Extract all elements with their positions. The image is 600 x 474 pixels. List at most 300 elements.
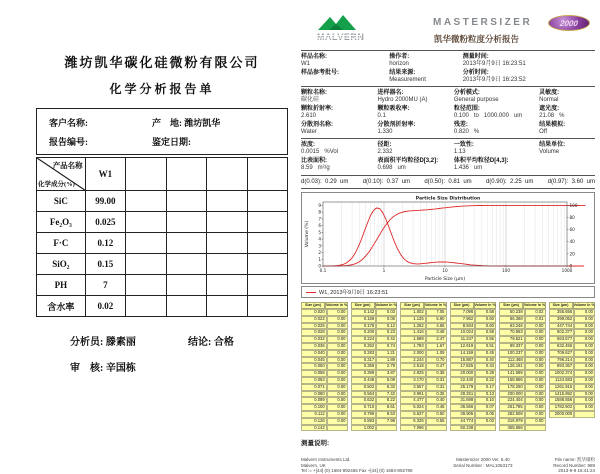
size-cell: 0.089 (301, 397, 327, 404)
volume-header-cell: Volume In % (474, 303, 496, 307)
footer-line: Record Number: 989 (553, 462, 595, 468)
svg-text:1: 1 (382, 268, 386, 273)
volume-cell: 0.00 (574, 391, 595, 398)
empty-cell (166, 254, 206, 275)
corner-cell (37, 158, 86, 191)
size-cell: 0.020 (301, 309, 327, 316)
size-table-column (301, 302, 348, 431)
volume-cell: 0.58 (475, 329, 496, 336)
size-table-row (400, 397, 447, 404)
volume-cell: 0.00 (574, 350, 595, 357)
size-table-row (549, 411, 596, 418)
param-label: 灵敏度: (539, 90, 560, 96)
size-table-row (400, 323, 447, 330)
size-cell: 14.159 (450, 350, 476, 357)
component-cell: 含水率 (37, 296, 86, 317)
size-header-cell: Size (µm) (549, 302, 573, 309)
param-label: 颗粒折射率: (301, 106, 333, 112)
volume-cell: 0.00 (327, 377, 348, 384)
empty-cell (126, 254, 166, 275)
value-cell: 0.12 (85, 233, 125, 254)
volume-cell: 6.32 (376, 384, 397, 391)
volume-header-cell: Volume In % (326, 303, 348, 307)
size-table-row (351, 411, 398, 418)
reviewer: 审 核: 辛国栋 (70, 363, 136, 374)
size-table-row (351, 343, 398, 350)
volume-cell (327, 425, 348, 432)
size-cell: 0.178 (351, 323, 377, 330)
info-label: 分析时间: (462, 70, 489, 76)
size-cell: 2.244 (400, 357, 426, 364)
svg-text:9: 9 (318, 202, 321, 208)
stat-label: 表面积平均粒径D[3,2]: (377, 158, 439, 164)
info-row (49, 116, 283, 129)
size-cell: 0.142 (301, 425, 327, 432)
volume-cell: 0.31 (426, 384, 447, 391)
volume-cell: 1.89 (376, 357, 397, 364)
size-table-row (549, 316, 596, 323)
volume-cell: 0.51 (475, 343, 496, 350)
svg-text:100: 100 (569, 202, 578, 208)
signoff-line (70, 359, 288, 374)
size-table-row (549, 350, 596, 357)
size-table-row (549, 329, 596, 336)
stat-label: 结果单位: (539, 142, 566, 148)
param-value: 2.610 (301, 113, 317, 119)
info-label: 结果来源: (389, 70, 416, 76)
percentile-value: 0.37 um (386, 179, 411, 185)
empty-cell (247, 254, 288, 275)
size-table-row (400, 384, 447, 391)
size-table-row (301, 309, 348, 316)
size-cell: 11.247 (450, 336, 476, 343)
size-table-row (549, 370, 596, 377)
volume-cell: 0.00 (525, 391, 546, 398)
svg-text:80: 80 (569, 214, 575, 220)
info-row (301, 69, 595, 85)
info-label: 样品名称: (301, 54, 327, 60)
comp-row (37, 254, 288, 275)
size-cell: 0.399 (351, 370, 377, 377)
volume-cell: 0.55 (426, 418, 447, 425)
size-cell: 112.468 (499, 357, 525, 364)
size-table-row (499, 323, 546, 330)
volume-cell: 0.03 (376, 309, 397, 316)
size-cell: 0.159 (351, 316, 377, 323)
svg-text:100: 100 (502, 268, 510, 273)
size-cell: 141.589 (499, 370, 525, 377)
svg-text:20: 20 (569, 251, 575, 257)
size-table-row (549, 357, 596, 364)
size-table-row (450, 418, 497, 425)
size-cell: 0.893 (351, 418, 377, 425)
stat-label: 径距: (377, 142, 392, 148)
param-cell (454, 89, 539, 105)
param-label: 分散剂名称: (301, 122, 333, 128)
empty-cell (166, 275, 206, 296)
volume-cell: 0.00 (574, 323, 595, 330)
param-label: 颗粒名称: (301, 90, 327, 96)
volume-cell: 0.31 (426, 377, 447, 384)
size-table-row (499, 336, 546, 343)
svg-text:2: 2 (318, 250, 321, 256)
size-table-row (301, 363, 348, 370)
size-cell: 282.508 (499, 411, 525, 418)
size-table-row (450, 316, 497, 323)
size-cell: 5.024 (400, 404, 426, 411)
stat-value: 1.436 um (453, 165, 483, 171)
size-table-row (400, 377, 447, 384)
component-cell: F·C (37, 233, 86, 254)
size-cell: 0.100 (301, 404, 327, 411)
size-cell: 44.774 (450, 418, 476, 425)
size-table-row (499, 397, 546, 404)
size-table-row (549, 309, 596, 316)
volume-cell: 5.90 (426, 316, 447, 323)
size-table-header-row (301, 302, 348, 309)
size-cell: 200.000 (499, 391, 525, 398)
empty-cell (247, 275, 288, 296)
svg-text:0: 0 (569, 263, 573, 269)
malvern-logo (315, 14, 373, 46)
volume-cell: 5.09 (376, 377, 397, 384)
size-table-row (351, 350, 398, 357)
size-cell: 0.796 (351, 411, 377, 418)
size-table-row (499, 370, 546, 377)
size-cell: 0.710 (351, 404, 377, 411)
size-table-row (499, 343, 546, 350)
remark-label: 测量说明: (301, 440, 330, 448)
footer-line: Serial Number : MAL1063173 (453, 462, 513, 468)
svg-text:3: 3 (318, 243, 321, 249)
conclusion: 结论: 合格 (188, 337, 234, 348)
size-table-row (301, 329, 348, 336)
size-table-header-row (499, 302, 546, 309)
corner-product-label: 产品名称 (52, 161, 83, 170)
size-table-row (499, 357, 546, 364)
comp-row (37, 296, 288, 317)
size-cell: 12.619 (450, 343, 476, 350)
stat-row (301, 157, 595, 173)
size-cell: 1415.892 (549, 391, 575, 398)
volume-cell: 7.98 (376, 418, 397, 425)
size-table-row (400, 329, 447, 336)
volume-cell: 0.70 (426, 357, 447, 364)
param-cell (539, 105, 595, 121)
size-table-column (351, 302, 398, 431)
svg-text:Particle Size (µm): Particle Size (µm) (424, 277, 466, 282)
size-table-row (400, 336, 447, 343)
size-table-row (351, 397, 398, 404)
volume-cell: 0.47 (426, 363, 447, 370)
size-cell: 158.866 (499, 377, 525, 384)
stat-label: 体积平均粒径D[4,3]: (453, 158, 509, 164)
volume-cell: 0.22 (475, 377, 496, 384)
size-table-row (301, 418, 348, 425)
size-table-row (351, 363, 398, 370)
size-cell: 0.071 (301, 384, 327, 391)
volume-cell: 0.00 (574, 309, 595, 316)
size-table-row (499, 309, 546, 316)
volume-cell: 0.00 (574, 404, 595, 411)
size-cell: 0.252 (351, 343, 377, 350)
param-value: Off (539, 129, 548, 135)
size-cell: 0.632 (351, 397, 377, 404)
size-table-row (301, 397, 348, 404)
svg-text:1000: 1000 (561, 268, 573, 273)
volume-cell: 0.00 (525, 350, 546, 357)
info-value: Measurement (389, 77, 426, 83)
volume-cell: 0.00 (574, 343, 595, 350)
size-cell: 25.179 (450, 384, 476, 391)
stat-value: 1.13 (453, 149, 466, 155)
volume-cell: 0.00 (574, 384, 595, 391)
stat-value: 8.59 m²/g (301, 165, 330, 171)
volume-cell: 0.00 (327, 357, 348, 364)
size-table-column (549, 302, 596, 418)
percentile-item (301, 179, 348, 185)
param-label: 分析模式: (453, 90, 480, 96)
size-cell: 17.825 (450, 363, 476, 370)
mastersizer-wordmark: MASTERSIZER (433, 17, 533, 28)
volume-cell: 0.00 (327, 316, 348, 323)
empty-cell (166, 212, 206, 233)
param-value: Hydro 2000MU (A) (377, 97, 428, 103)
size-table-row (450, 329, 497, 336)
component-cell: PH (37, 275, 86, 296)
legend-line-sample (306, 292, 316, 293)
size-cell: 1002.374 (549, 370, 575, 377)
size-cell: 2000.000 (549, 411, 575, 418)
signoff (36, 333, 288, 374)
empty-cell (207, 233, 247, 254)
volume-cell: 3.48 (426, 329, 447, 336)
param-cell (539, 89, 595, 105)
volume-header-cell: Volume In % (425, 303, 447, 307)
size-table-row (301, 411, 348, 418)
size-table-row (450, 404, 497, 411)
info-label: 样品参考批号: (301, 70, 339, 76)
volume-cell: 0.60 (475, 316, 496, 323)
size-table-row (549, 384, 596, 391)
svg-text:5: 5 (318, 229, 321, 235)
svg-text:10: 10 (442, 268, 448, 273)
param-cell (539, 121, 595, 137)
size-table-row (351, 391, 398, 398)
volume-cell: 8.53 (376, 411, 397, 418)
origin-value: 潍坊凯华 (184, 118, 221, 128)
volume-cell: 0.00 (525, 418, 546, 425)
empty-cell (126, 212, 166, 233)
volume-cell: 0.05 (475, 411, 496, 418)
stat-label: 比表面积: (301, 158, 327, 164)
size-table-row (400, 404, 447, 411)
empty-cell (166, 158, 206, 191)
volume-cell: 0.34 (475, 363, 496, 370)
size-cell: 1.783 (400, 343, 426, 350)
svg-text:60: 60 (569, 227, 575, 233)
size-table-row (400, 309, 447, 316)
model-number: 2000 (559, 18, 579, 28)
size-cell: 2.518 (400, 363, 426, 370)
param-value: 0.100 to 1000.000 um (453, 113, 523, 119)
size-cell: 70.963 (499, 329, 525, 336)
size-cell: 2.825 (400, 370, 426, 377)
size-table-row (499, 411, 546, 418)
volume-cell: 0.35 (426, 391, 447, 398)
info-cell (463, 53, 595, 69)
param-value: 碳化硅 (301, 97, 320, 103)
legend-label: W1, 2013年9月9日 16:23:51 (319, 290, 389, 296)
percentile-item (363, 179, 410, 185)
param-label: 进样器名: (377, 90, 404, 96)
size-table-column (400, 302, 447, 431)
size-table-row (450, 363, 497, 370)
volume-cell: 0.00 (525, 370, 546, 377)
volume-cell: 0.00 (525, 384, 546, 391)
volume-cell: 0.00 (574, 329, 595, 336)
volume-cell: 0.60 (475, 323, 496, 330)
size-table-row (450, 357, 497, 364)
component-cell: Fe₂O₃ (37, 212, 86, 233)
size-cell: 355.656 (549, 309, 575, 316)
size-cell: 22.440 (450, 377, 476, 384)
size-table-row (351, 309, 398, 316)
report-subtitle: 凯华微粉粒度分析报告 (434, 34, 520, 44)
param-value: 21.08 % (539, 113, 565, 119)
size-cell: 6.325 (400, 418, 426, 425)
empty-cell (247, 233, 288, 254)
stat-cell (454, 157, 539, 173)
volume-cell (574, 411, 595, 418)
volume-cell: 0.01 (525, 316, 546, 323)
empty-cell (126, 233, 166, 254)
customer-info-box (36, 108, 288, 155)
info-value: 2013年9月9日 16:23:52 (462, 77, 526, 83)
size-cell: 89.337 (499, 343, 525, 350)
svg-text:0: 0 (318, 263, 321, 269)
report-title: 化学分析报告单 (109, 82, 215, 96)
svg-text:Particle Size Distribution: Particle Size Distribution (415, 196, 481, 202)
size-table-row (400, 363, 447, 370)
size-header-cell: Size (µm) (301, 302, 325, 309)
empty-cell (126, 158, 166, 191)
size-cell: 3.557 (400, 384, 426, 391)
empty-cell (126, 275, 166, 296)
empty-cell (126, 296, 166, 317)
size-cell: 7.096 (400, 425, 426, 432)
volume-cell: 0.00 (574, 363, 595, 370)
size-table-row (301, 350, 348, 357)
size-cell: 178.250 (499, 384, 525, 391)
size-table-row (301, 336, 348, 343)
volume-cell: 0.00 (327, 323, 348, 330)
percentile-value: 3.60 um (571, 179, 595, 185)
volume-cell: 0.00 (525, 363, 546, 370)
volume-cell: 0.03 (475, 418, 496, 425)
volume-cell: 4.66 (426, 323, 447, 330)
empty-cell (247, 212, 288, 233)
size-table-row (499, 384, 546, 391)
footer-line: Malvern, UK (301, 462, 326, 468)
empty-cell (207, 158, 247, 191)
size-table-row (400, 418, 447, 425)
size-table-row (351, 357, 398, 364)
volume-cell: 3.87 (376, 370, 397, 377)
size-cell: 0.063 (301, 377, 327, 384)
comp-row (37, 191, 288, 212)
param-row (301, 121, 595, 137)
size-cell: 0.564 (351, 391, 377, 398)
empty-cell (207, 254, 247, 275)
size-cell: 7.962 (450, 316, 476, 323)
param-cell (377, 89, 453, 105)
size-cell: 447.744 (549, 323, 575, 330)
size-cell: 4.477 (400, 397, 426, 404)
percentile-value: 0.81 um (448, 179, 472, 185)
empty-cell (166, 233, 206, 254)
info-value (301, 77, 387, 84)
percentile-item (424, 179, 471, 185)
info-value: horizon (389, 61, 409, 67)
svg-text:7: 7 (318, 216, 321, 222)
footer-line: Mastersizer 2000 Ver. 5.40 (456, 457, 510, 463)
size-table-row (450, 336, 497, 343)
customer-label: 客户名称: (49, 118, 88, 128)
volume-header-cell: Volume In % (524, 303, 546, 307)
volume-header-cell: Volume In % (573, 303, 595, 307)
stat-value: 0.698 um (377, 165, 406, 171)
volume-cell: 0.00 (327, 391, 348, 398)
volume-cell: 0.10 (475, 397, 496, 404)
size-cell: 0.022 (301, 316, 327, 323)
volume-cell: 0.00 (574, 336, 595, 343)
size-cell: 0.028 (301, 329, 327, 336)
percentile-label: d(0.90): (485, 179, 510, 185)
size-cell: 709.627 (549, 350, 575, 357)
volume-cell: 0.06 (376, 316, 397, 323)
footer-center (453, 457, 512, 474)
size-table-row (400, 411, 447, 418)
param-label: 粒径范围: (453, 106, 480, 112)
size-cell: 1.416 (400, 329, 426, 336)
size-table-row (450, 323, 497, 330)
measurement-params-grid (301, 86, 595, 138)
size-cell: 0.502 (351, 384, 377, 391)
size-cell: 1124.683 (549, 377, 575, 384)
size-table-row (450, 391, 497, 398)
size-table-row (499, 316, 546, 323)
size-cell: 31.698 (450, 397, 476, 404)
volume-cell: 0.00 (327, 404, 348, 411)
size-table-row (499, 363, 546, 370)
size-cell: 316.979 (499, 418, 525, 425)
size-header-cell: Size (µm) (499, 302, 523, 309)
size-table-row (301, 316, 348, 323)
size-cell: 502.377 (549, 329, 575, 336)
volume-cell: 0.28 (475, 370, 496, 377)
volume-cell (475, 425, 496, 432)
comp-row (37, 233, 288, 254)
percentile-item (548, 179, 595, 185)
psd-chart (301, 192, 595, 284)
size-cell: 0.032 (301, 336, 327, 343)
stat-cell (377, 141, 453, 157)
size-cell: 1.589 (400, 336, 426, 343)
size-cell: 251.785 (499, 404, 525, 411)
company-name: 潍坊凯华碳化硅微粉有限公司 (64, 55, 260, 70)
sample-info-grid (301, 50, 595, 86)
